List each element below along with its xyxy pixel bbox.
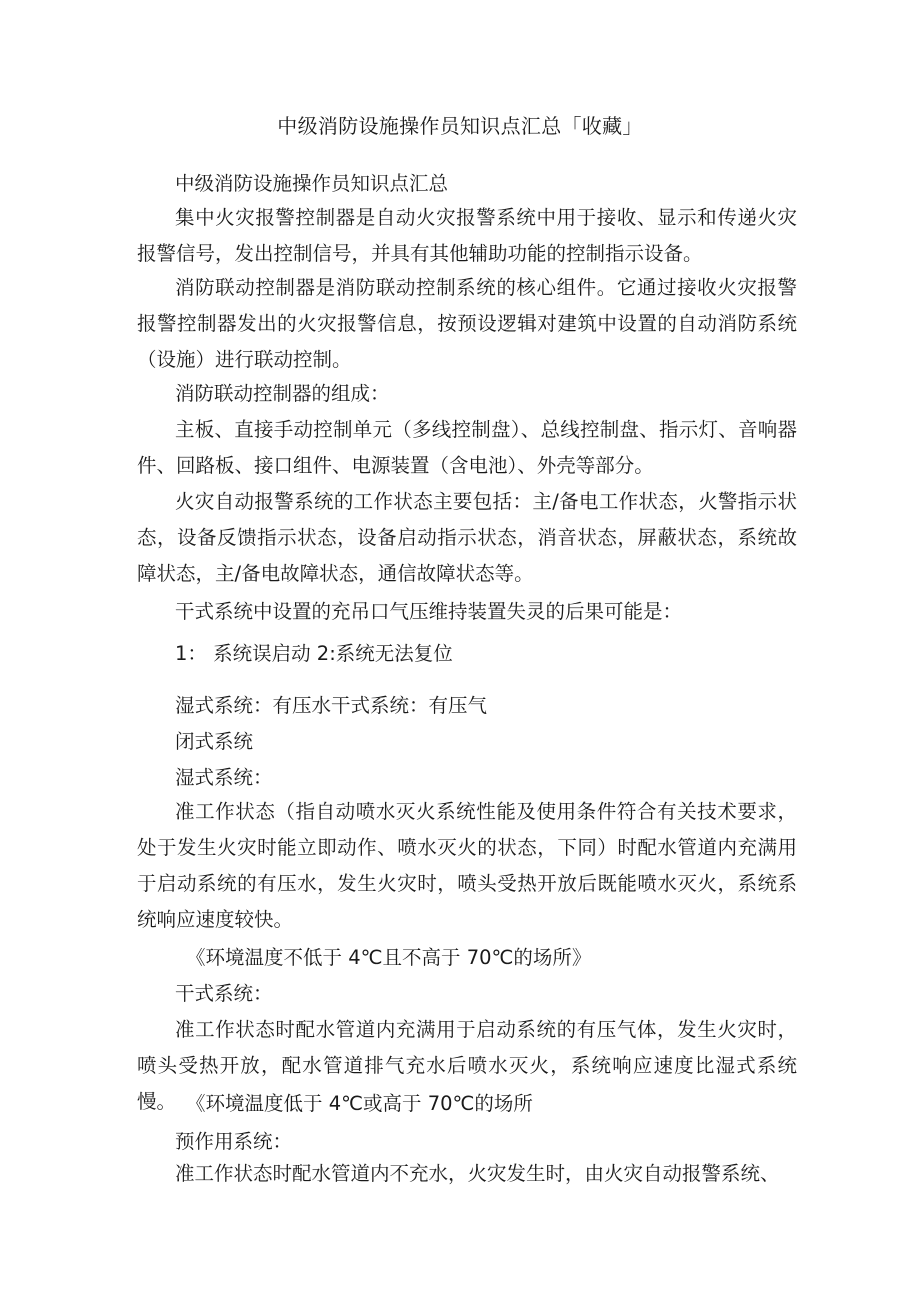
page-title: 中级消防设施操作员知识点汇总「收藏」 (277, 114, 643, 138)
paragraph-13: 《环境温度不低于 4℃且不高于 70℃的场所》 (186, 946, 592, 969)
paragraph-8: 1： 系统误启动 2:系统无法复位 (175, 642, 453, 665)
paragraph-5: 主板、直接手动控制单元（多线控制盘）、总线控制盘、指示灯、音响器件、回路板、接口组件、电源装置（含电池）、外壳等部分。 (137, 418, 797, 477)
paragraph-15: 准工作状态时配水管道内充满用于启动系统的有压气体，发生火灾时，喷头受热开放，配水管道排气充水后喷水灭火，系统响应速度比湿式系统慢。 (137, 1018, 797, 1113)
paragraph-11: 湿式系统： (175, 766, 273, 789)
paragraph-12: 准工作状态（指自动喷水灭火系统性能及使用条件符合有关技术要求，处于发生火灾时能立即动作、喷水灭火的状态，下同）时配水管道内充满用于启动系统的有压水，发生火灾时，喷头受热开放后既能喷水灭火，系统系统响应速度较快。 (137, 800, 797, 931)
paragraph-2: 集中火灾报警控制器是自动火灾报警系统中用于接收、显示和传递火灾报警信号，发出控制信号，并具有其他辅助功能的控制指示设备。 (137, 206, 797, 265)
paragraph-7: 干式系统中设置的充吊口气压维持装置失灵的后果可能是： (175, 600, 683, 623)
paragraph-18: 准工作状态时配水管道内不充水，火灾发生时，由火灾自动报警系统、 (175, 1162, 780, 1185)
paragraph-6: 火灾自动报警系统的工作状态主要包括：主/备电工作状态，火警指示状态，设备反馈指示状态，设备启动指示状态，消音状态，屏蔽状态，系统故障状态，主/备电故障状态，通信故障状态等。 (137, 490, 797, 585)
paragraph-17: 预作用系统： (175, 1130, 293, 1153)
paragraph-16: 《环境温度低于 4℃或高于 70℃的场所 (186, 1092, 533, 1115)
paragraph-4: 消防联动控制器的组成： (175, 382, 390, 405)
paragraph-10: 闭式系统 (175, 730, 254, 753)
paragraph-3: 消防联动控制器是消防联动控制系统的核心组件。它通过接收火灾报警报警控制器发出的火灾报警信息，按预设逻辑对建筑中设置的自动消防系统（设施）进行联动控制。 (137, 276, 797, 371)
paragraph-1: 中级消防设施操作员知识点汇总 (175, 172, 449, 195)
paragraph-14: 干式系统： (175, 982, 273, 1005)
paragraph-9: 湿式系统：有压水干式系统：有压气 (175, 694, 488, 717)
